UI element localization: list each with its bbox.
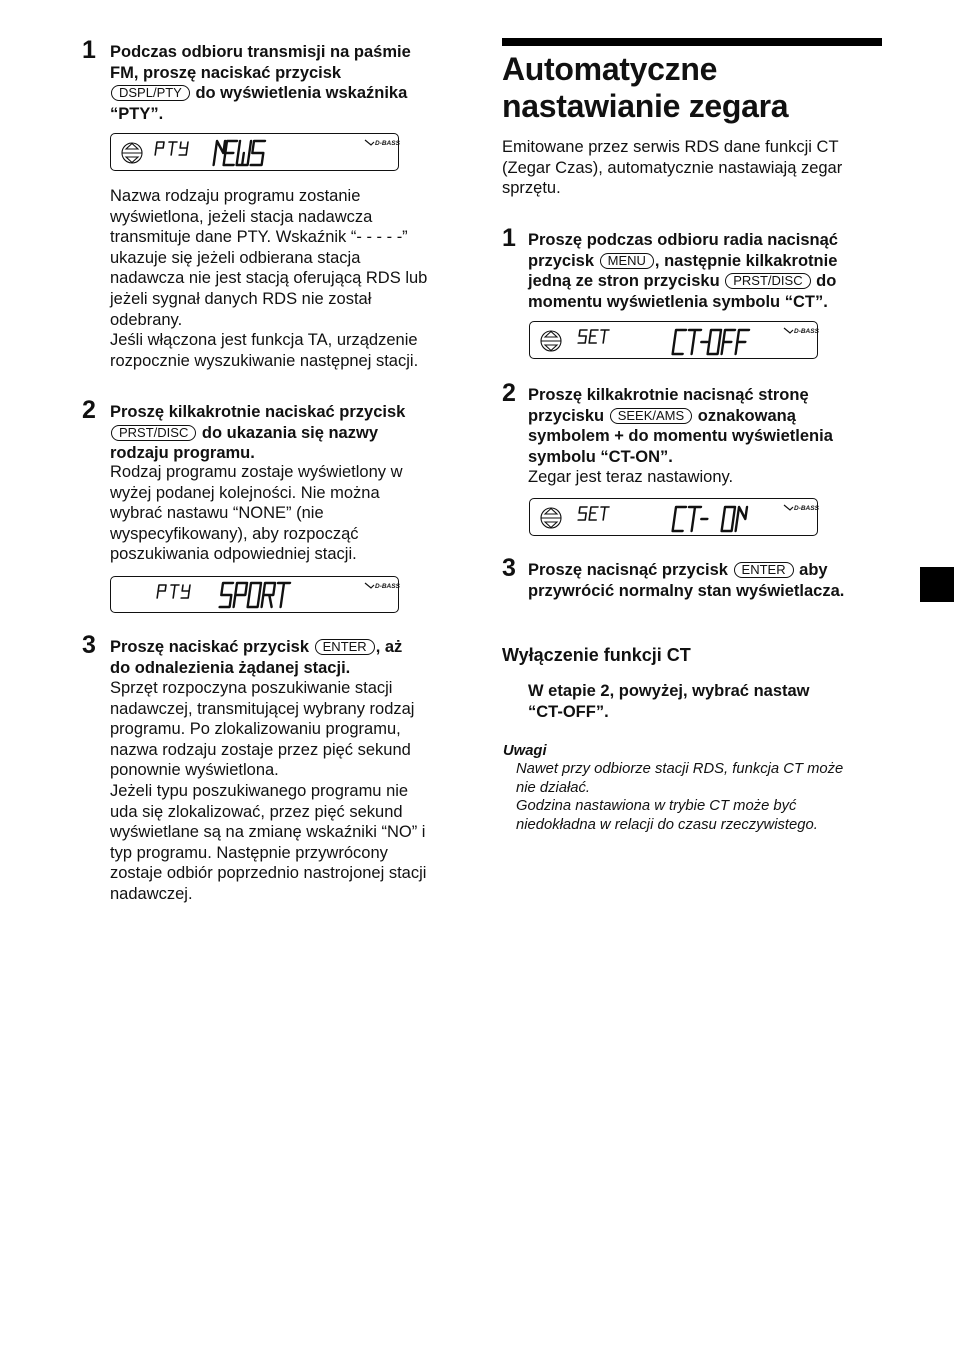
tune-arrows-icon [541, 508, 561, 528]
text-line: programu. Po zlokalizowaniu programu, [110, 720, 401, 739]
instruction-line: symbolem + do momentu wyświetlenia [528, 427, 833, 446]
text-line: nazwa rodzaju zostaje przez pięć sekund [110, 740, 411, 759]
instruction-line: W etapie 2, powyżej, wybrać nastaw [528, 682, 810, 700]
title-line: nastawianie zegara [502, 88, 789, 124]
text-line: transmituje dane PTY. Wskaźnik “- - - - -” [110, 228, 408, 247]
instruction-line: momentu wyświetlenia symbolu “CT”. [528, 292, 828, 311]
page-title [502, 51, 882, 125]
text-line: zostaje odbiór poprzednio nastrojonej stacji [110, 864, 427, 883]
text-line: wyświetlona, jeżeli stacja nadawcza [110, 207, 373, 226]
notes-title: Uwagi [503, 743, 547, 759]
step-number: 2 [82, 396, 96, 424]
note-line: Godzina nastawiona w trybie CT może być [516, 798, 797, 814]
text-line: (Zegar Czas), automatycznie nastawiają zegar [502, 158, 843, 177]
step-instruction [110, 42, 480, 124]
instruction-line: rodzaju programu. [110, 444, 255, 463]
instruction-line: przycisk MENU , następnie kilkakrotnie [528, 251, 838, 270]
step-instruction [528, 560, 888, 601]
text-line: typ programu. Następnie przywrócony [110, 843, 388, 862]
text-line: uda się zlokalizować, przez pięć sekund [110, 802, 403, 821]
text-line: rozpocznie wyszukiwanie następnej stacji. [110, 351, 419, 370]
intro-paragraph [502, 137, 882, 199]
svg-text:D-BASS: D-BASS [794, 328, 819, 335]
text-line: nadawcza nie jest stacją oferującą RDS lub [110, 269, 428, 288]
text-line: Jeżeli typu poszukiwanego programu nie [110, 781, 409, 800]
subsection-instruction [528, 681, 888, 722]
step-number: 3 [82, 631, 96, 659]
note-line: nie działać. [516, 779, 591, 796]
instruction-line: przycisku SEEK/AMS oznakowaną [528, 406, 796, 425]
text-line: wyspecyfikowany), aby rozpocząć [110, 524, 359, 543]
step-number: 1 [502, 224, 516, 252]
text-line: wybrać nastawu “NONE” (nie [110, 504, 324, 523]
step-instruction [110, 402, 480, 464]
instruction-line: symbolu “CT-ON”. [528, 447, 673, 466]
step-instruction [528, 230, 888, 312]
step-instruction [110, 637, 480, 678]
instruction-line: FM, proszę naciskać przycisk [110, 63, 342, 82]
enter-button-label: ENTER [315, 639, 375, 655]
instruction-line: DSPL/PTY do wyświetlenia wskaźnika [110, 83, 480, 104]
text-line: poszukiwania odpowiedniej stacji. [110, 545, 357, 564]
instruction-line: do odnalezienia żądanej stacji. [110, 658, 351, 677]
text-line: Sprzęt rozpoczyna poszukiwanie stacji [110, 679, 393, 697]
dbass-badge [365, 140, 400, 147]
dspl-pty-button-label: DSPL/PTY [111, 85, 190, 101]
text-line: wyświetlane są na zmianę wskaźniki “NO” i [110, 823, 426, 842]
text-line: jeżeli sygnał danych RDS nie został [110, 289, 372, 308]
instruction-line: PRST/DISC do ukazania się nazwy [110, 423, 480, 444]
seek-ams-button-label: SEEK/AMS [610, 408, 692, 424]
tune-arrows-icon [541, 331, 561, 351]
dbass-badge [365, 583, 400, 590]
text-line: nadawczej, transmitującej wybrany rodzaj [110, 699, 415, 718]
step-instruction [528, 385, 888, 467]
lcd-display [529, 321, 818, 359]
lcd-display [110, 576, 399, 613]
step-description [110, 186, 480, 371]
notes-list [516, 760, 896, 834]
step-number: 2 [502, 379, 516, 407]
step-number: 3 [502, 554, 516, 582]
note-line: niedokładna w relacji do czasu rzeczywistego. [516, 816, 818, 833]
instruction-line: “PTY”. [110, 104, 164, 123]
instruction-line: przywrócić normalny stan wyświetlacza. [528, 581, 845, 600]
instruction-line: Proszę podczas odbioru radia nacisnąć [528, 231, 838, 249]
text-line: wyżej podanej kolejności. Nie można [110, 483, 380, 502]
text-line: Emitowane przez serwis RDS dane funkcji CT [502, 138, 839, 156]
section-rule [502, 38, 882, 46]
lcd-display [110, 133, 399, 171]
note-line: Nawet przy odbiorze stacji RDS, funkcja CT może [516, 761, 844, 777]
instruction-line: Proszę kilkakrotnie nacisnąć stronę [528, 386, 809, 404]
instruction-line: Proszę naciskać przycisk ENTER , aż [110, 638, 403, 656]
dbass-badge [784, 505, 819, 512]
svg-text:D-BASS: D-BASS [375, 140, 400, 147]
text-line: ukazuje się jeżeli odbierana stacja [110, 248, 361, 267]
text-line: Jeśli włączona jest funkcja TA, urządzenie [110, 331, 418, 350]
step-description: Zegar jest teraz nastawiony. [528, 468, 734, 486]
text-line: odebrany. [110, 310, 183, 329]
menu-button-label: MENU [600, 253, 654, 269]
step-description [110, 462, 480, 565]
step-description [110, 678, 480, 905]
instruction-line: Podczas odbioru transmisji na paśmie [110, 43, 411, 61]
prst-disc-button-label: PRST/DISC [725, 273, 810, 289]
text-line: Rodzaj programu zostaje wyświetlony w [110, 463, 403, 481]
svg-text:D-BASS: D-BASS [794, 505, 819, 512]
tune-arrows-icon [122, 143, 142, 163]
svg-text:D-BASS: D-BASS [375, 583, 400, 590]
title-line: Automatyczne [502, 51, 718, 87]
instruction-line: “CT-OFF”. [528, 702, 609, 721]
enter-button-label: ENTER [734, 562, 794, 578]
subsection-heading: Wyłączenie funkcji CT [502, 645, 691, 665]
text-line: nadawczej. [110, 884, 193, 903]
text-line: sprzętu. [502, 179, 561, 198]
section-tab-marker [920, 567, 954, 602]
dbass-badge [784, 328, 819, 335]
lcd-display [529, 498, 818, 536]
text-line: ponownie wyświetlona. [110, 761, 279, 780]
prst-disc-button-label: PRST/DISC [111, 425, 196, 441]
step-number: 1 [82, 36, 96, 64]
instruction-line: jedną ze stron przycisku PRST/DISC do [528, 272, 837, 291]
instruction-line: Proszę kilkakrotnie naciskać przycisk [110, 403, 406, 421]
text-line: Nazwa rodzaju programu zostanie [110, 187, 361, 205]
instruction-line: Proszę nacisnąć przycisk ENTER aby [528, 561, 828, 579]
